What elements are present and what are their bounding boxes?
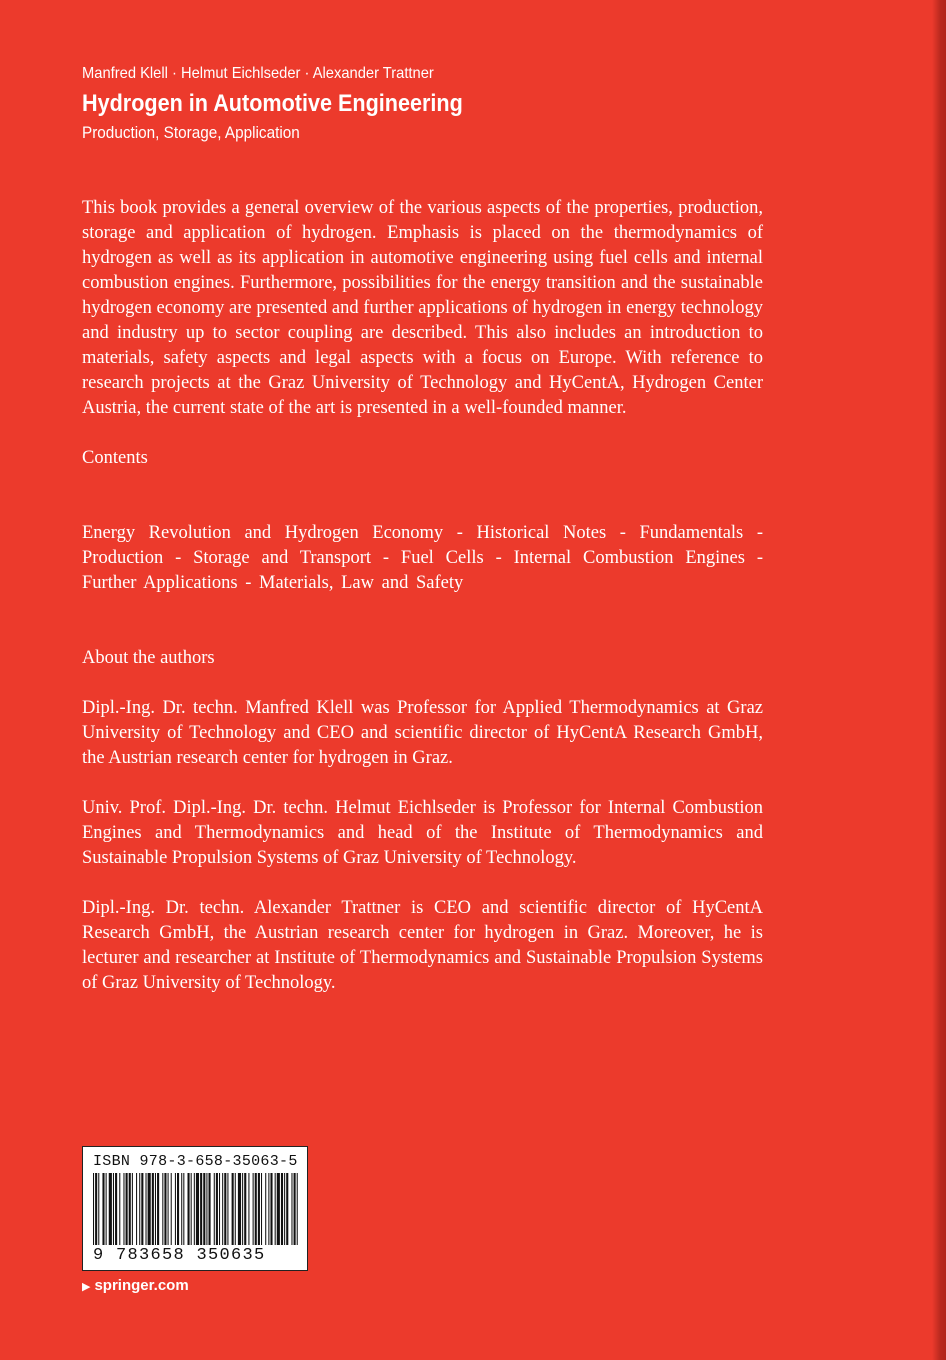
description-paragraph: This book provides a general overview of the various aspects of the properties, production, storage and application of hydrogen. Emphasis is placed on the thermodynamics of hydrogen as well as its application in automotive engineering using fuel cells and internal combustion engines. Furthermore, possibilities for the energy transition and the sustainable hydrogen economy are presented and further applications of hydrogen in energy technology and industry up to sector coupling are described. This also includes an introduction to materials, safety aspects and legal aspects with a focus on Europe. With reference to research projects at the Graz University of Technology and HyCentA, Hydrogen Center Austria, the current state of the art is presented in a well-founded manner. bbox=[82, 198, 763, 418]
arrow-right-icon: ▶ bbox=[82, 1281, 91, 1293]
isbn-barcode bbox=[82, 1146, 308, 1271]
spine-shadow bbox=[932, 0, 946, 1360]
book-subtitle: Production, Storage, Application bbox=[82, 123, 300, 142]
about-authors-heading: About the authors bbox=[82, 648, 215, 668]
contents-list: Energy Revolution and Hydrogen Economy - Historical Notes - Fundamentals - Production - Storage and Transport - Fuel Cells - Internal Combustion Engines - Further Applications - Materials, Law and Safety bbox=[82, 523, 763, 593]
publisher-link[interactable] bbox=[82, 1277, 189, 1294]
author-bio: Dipl.-Ing. Dr. techn. Manfred Klell was Professor for Applied Thermodynamics at Graz University of Technology and CEO and scientific director of HyCentA Research GmbH, the Austrian research center for hydrogen in Graz. bbox=[82, 698, 763, 768]
publisher-link-text: springer.com bbox=[94, 1277, 189, 1294]
book-title: Hydrogen in Automotive Engineering bbox=[82, 90, 463, 117]
cover-header bbox=[82, 64, 505, 144]
author-bio: Univ. Prof. Dipl.-Ing. Dr. techn. Helmut Eichlseder is Professor for Internal Combustion Engines and Thermodynamics and head of the Institute of Thermodynamics and Sustainable Propulsion Systems of Graz University of Technology. bbox=[82, 798, 763, 868]
isbn-label: ISBN 978-3-658-35063-5 bbox=[93, 1153, 298, 1170]
author-bio: Dipl.-Ing. Dr. techn. Alexander Trattner is CEO and scientific director of HyCentA Research GmbH, the Austrian research center for hydrogen in Graz. Moreover, he is lecturer and researcher at Institute of Thermodynamics and Sustainable Propulsion Systems of Graz University of Technology. bbox=[82, 898, 763, 993]
barcode-bars bbox=[93, 1173, 299, 1245]
authors-line: Manfred Klell · Helmut Eichlseder · Alexander Trattner bbox=[82, 65, 434, 82]
contents-heading: Contents bbox=[82, 448, 148, 468]
barcode-digits: 9 783658 350635 bbox=[93, 1246, 266, 1265]
